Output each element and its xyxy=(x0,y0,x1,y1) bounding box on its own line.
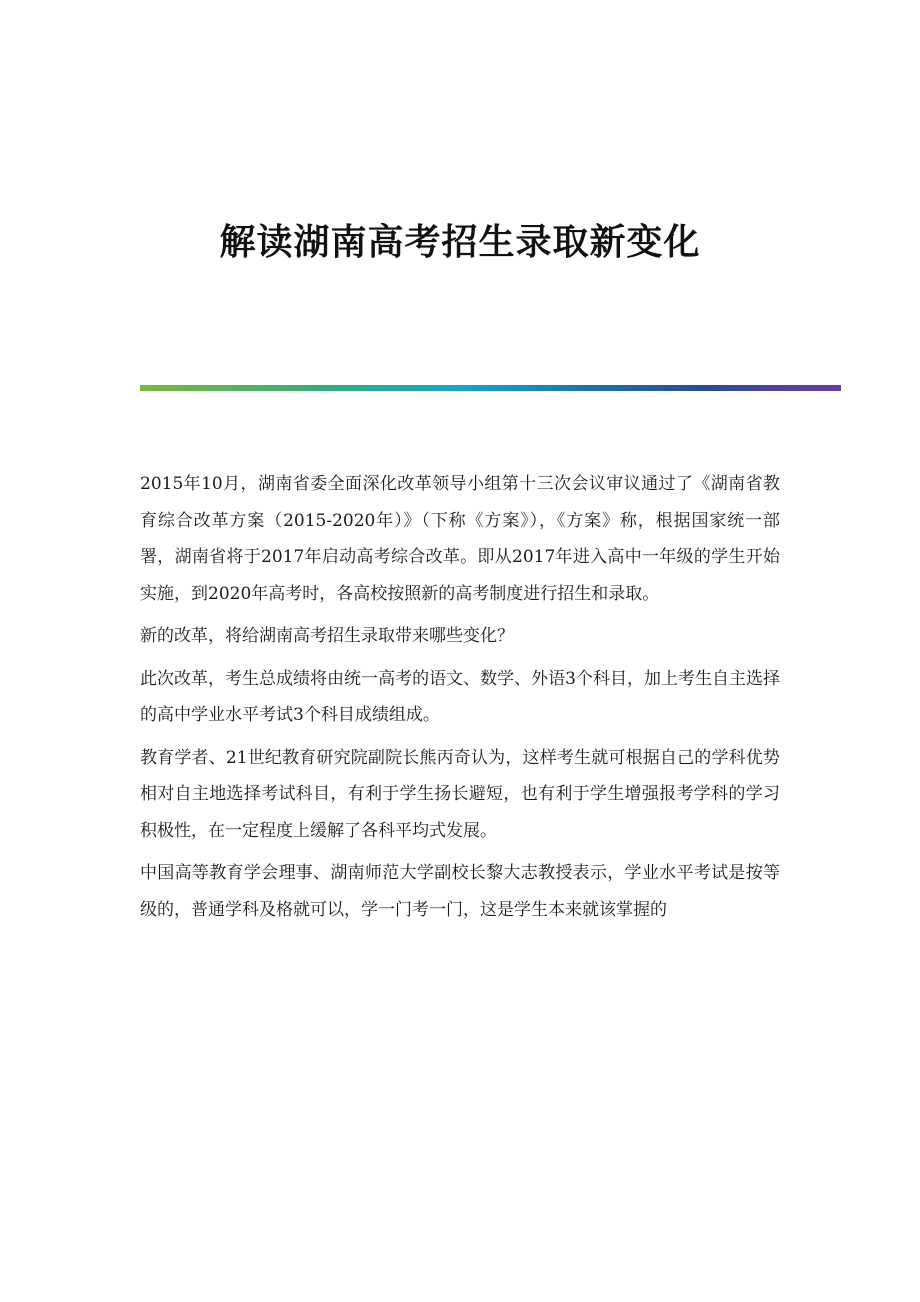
title-divider xyxy=(140,385,841,391)
paragraph-question: 新的改革，将给湖南高考招生录取带来哪些变化？ xyxy=(140,626,514,646)
paragraph-expert-opinion: 教育学者、21世纪教育研究院副院长熊丙奇认为，这样考生就可根据自己的学科优势相对自主地选择考试科目，有利于学生扬长避短，也有利于学生增强报考学科的学习积极性，在一定程度上缓解了各科平均式发展。 xyxy=(140,747,780,841)
paragraph-professor-statement: 中国高等教育学会理事、湖南师范大学副校长黎大志教授表示，学业水平考试是按等级的，普通学科及格就可以，学一门考一门，这是学生本来就该掌握的 xyxy=(140,863,780,920)
paragraph-score-composition: 此次改革，考生总成绩将由统一高考的语文、数学、外语3个科目，加上考生自主选择的高中学业水平考试3个科目成绩组成。 xyxy=(140,668,780,725)
document-body xyxy=(140,466,780,934)
paragraph-reform-announcement: 2015年10月，湖南省委全面深化改革领导小组第十三次会议审议通过了《湖南省教育综合改革方案（2015-2020年）》（下称《方案》），《方案》称，根据国家统一部署，湖南省将于2017年启动高考综合改革。即从2017年进入高中一年级的学生开始实施，到2020年高考时，各高校按照新的高考制度进行招生和录取。 xyxy=(140,474,780,604)
document-title: 解读湖南高考招生录取新变化 xyxy=(219,221,701,263)
